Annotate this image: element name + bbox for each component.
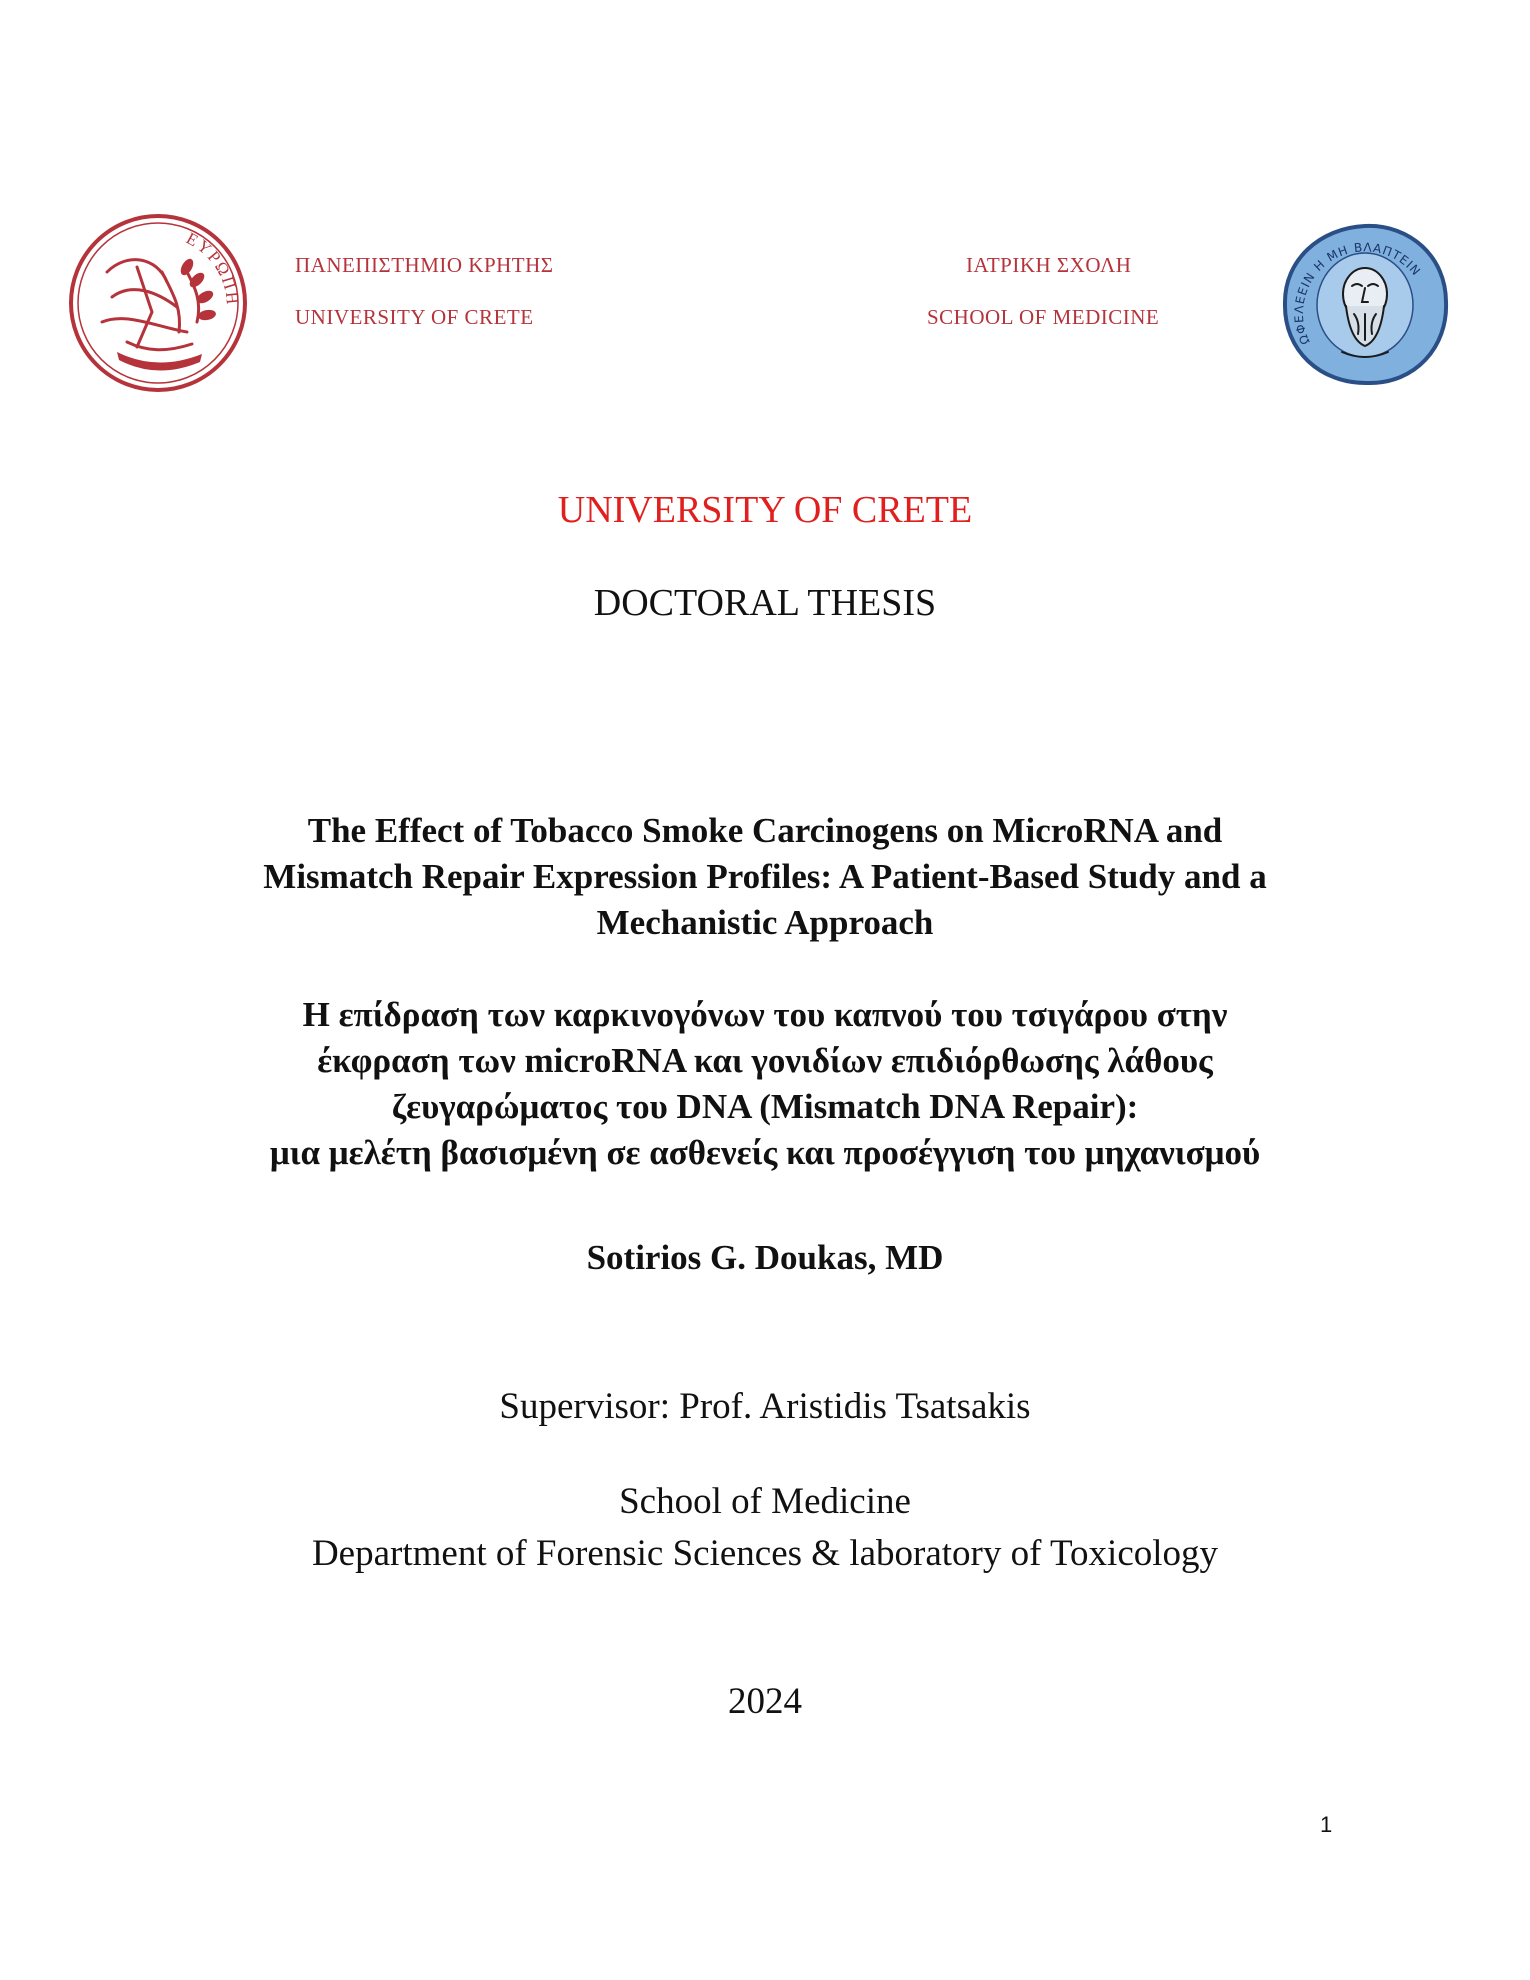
university-of-crete-logo <box>67 212 249 394</box>
thesis-title-english <box>0 808 1530 946</box>
school-of-medicine-logo <box>1280 222 1450 387</box>
title-gr-line: ζευγαρώματος του DNA (Mismatch DNA Repair): <box>391 1087 1139 1126</box>
university-name-greek: ΠΑΝΕΠΙΣΤΗΜΙΟ ΚΡΗΤΗΣ <box>295 253 554 277</box>
page-number: 1 <box>1320 1812 1333 1837</box>
svg-text:ΩΦΕΛΕΕΙΝ Η ΜΗ ΒΛΑΠΤΕΙΝ: ΩΦΕΛΕΕΙΝ Η ΜΗ ΒΛΑΠΤΕΙΝ <box>1291 240 1424 347</box>
thesis-year: 2024 <box>728 1681 802 1722</box>
department-name: Department of Forensic Sciences & laboratory of Toxicology <box>311 1533 1219 1574</box>
svg-text:ΕΥΡΩΠΗ: ΕΥΡΩΠΗ <box>183 228 243 307</box>
school-name-english: SCHOOL OF MEDICINE <box>927 305 1160 329</box>
author-name: Sotirios G. Doukas, MD <box>586 1238 944 1277</box>
title-en-line: Mismatch Repair Expression Profiles: A Patient-Based Study and a <box>263 857 1267 896</box>
title-gr-line: μια μελέτη βασισμένη σε ασθενείς και προσέγγιση του μηχανισμού <box>269 1133 1261 1172</box>
title-en-line: The Effect of Tobacco Smoke Carcinogens on MicroRNA and <box>307 811 1223 850</box>
supervisor: Supervisor: Prof. Aristidis Tsatsakis <box>499 1386 1031 1427</box>
thesis-title-greek <box>0 992 1530 1176</box>
title-gr-line: έκφραση των microRNA και γονιδίων επιδιόρθωσης λάθους <box>317 1041 1213 1080</box>
university-name-english: UNIVERSITY OF CRETE <box>295 305 534 329</box>
title-gr-line: Η επίδραση των καρκινογόνων του καπνού του τσιγάρου στην <box>302 995 1228 1034</box>
school-name-greek: ΙΑΤΡΙΚΗ ΣΧΟΛΗ <box>966 253 1132 277</box>
title-en-line: Mechanistic Approach <box>596 903 934 942</box>
university-title: UNIVERSITY OF CRETE <box>557 489 973 531</box>
document-type: DOCTORAL THESIS <box>593 582 937 624</box>
school-name: School of Medicine <box>619 1481 911 1522</box>
